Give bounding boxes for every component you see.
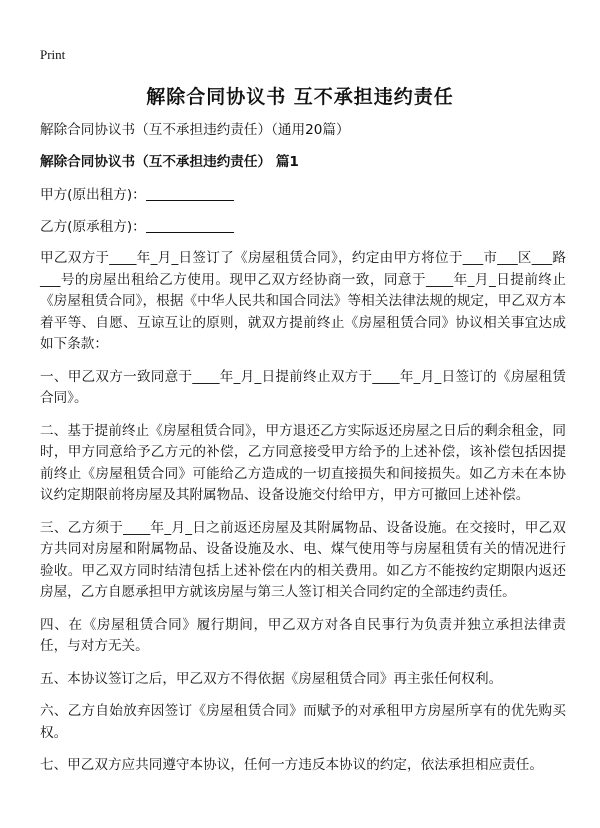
- party-b-blank: [146, 218, 234, 233]
- paragraph-clause-3: 三、乙方须于____年_月_日之前返还房屋及其附属物品、设备设施。在交接时，甲乙双方共同对房屋和附属物品、设备设施及水、电、煤气使用等与房屋租赁有关的情况进行验收。甲乙双方同时结清包括上述补偿在内的相关费用。如乙方不能按约定期限内返还房屋，乙方自愿承担甲方就该房屋与第三人签订相关合同约定的全部违约责任。: [40, 519, 566, 600]
- paragraph-clause-7: 七、甲乙双方应共同遵守本协议，任何一方违反本协议的约定，依法承担相应责任。: [40, 757, 543, 773]
- print-link[interactable]: Print: [40, 47, 66, 62]
- document-body: [40, 120, 566, 788]
- document-title: 解除合同协议书 互不承担违约责任: [146, 86, 454, 108]
- party-b-label: 乙方(原承租方)：: [40, 218, 146, 235]
- paragraph-clause-1: 一、甲乙双方一致同意于____年_月_日提前终止双方于____年_月_日签订的《房屋租赁合同》。: [40, 368, 566, 406]
- party-a-label: 甲方(原出租方)：: [40, 187, 146, 203]
- section-heading: 解除合同协议书（互不承担违约责任） 篇1: [40, 153, 299, 170]
- document-subtitle: 解除合同协议书（互不承担违约责任）（通用20篇）: [40, 122, 350, 138]
- paragraph-clause-6: 六、乙方自始放弃因签订《房屋租赁合同》而赋予的对承租甲方房屋所享有的优先购买权。: [40, 703, 566, 741]
- party-a-blank: [146, 186, 234, 201]
- paragraph-preamble: 甲乙双方于____年_月_日签订了《房屋租赁合同》，约定由甲方将位于___市___区___路___号的房屋出租给乙方使用。现甲乙双方经协商一致，同意于____年_月_日提前终止《房屋租赁合同》，根据《中华人民共和国合同法》等相关法律法规的规定，甲乙双方本着平等、自愿、互谅互让的原则，就双方提前终止《房屋租赁合同》协议相关事宜达成如下条款：: [40, 250, 566, 352]
- paragraph-clause-2: 二、基于提前终止《房屋租赁合同》，甲方退还乙方实际返还房屋之日后的剩余租金，同时，甲方同意给予乙方元的补偿，乙方同意接受甲方给予的上述补偿，该补偿包括因提前终止《房屋租赁合同》可能给乙方造成的一切直接损失和间接损失。如乙方未在本协议约定期限前将房屋及其附属物品、设备设施交付给甲方，甲方可撤回上述补偿。: [40, 422, 566, 503]
- paragraph-clause-5: 五、本协议签订之后，甲乙双方不得依据《房屋租赁合同》再主张任何权利。: [40, 670, 503, 687]
- paragraph-clause-4: 四、在《房屋租赁合同》履行期间，甲乙双方对各自民事行为负责并独立承担法律责任，与对方无关。: [40, 616, 566, 654]
- party-b-line: [40, 217, 566, 239]
- party-a-line: [40, 185, 566, 207]
